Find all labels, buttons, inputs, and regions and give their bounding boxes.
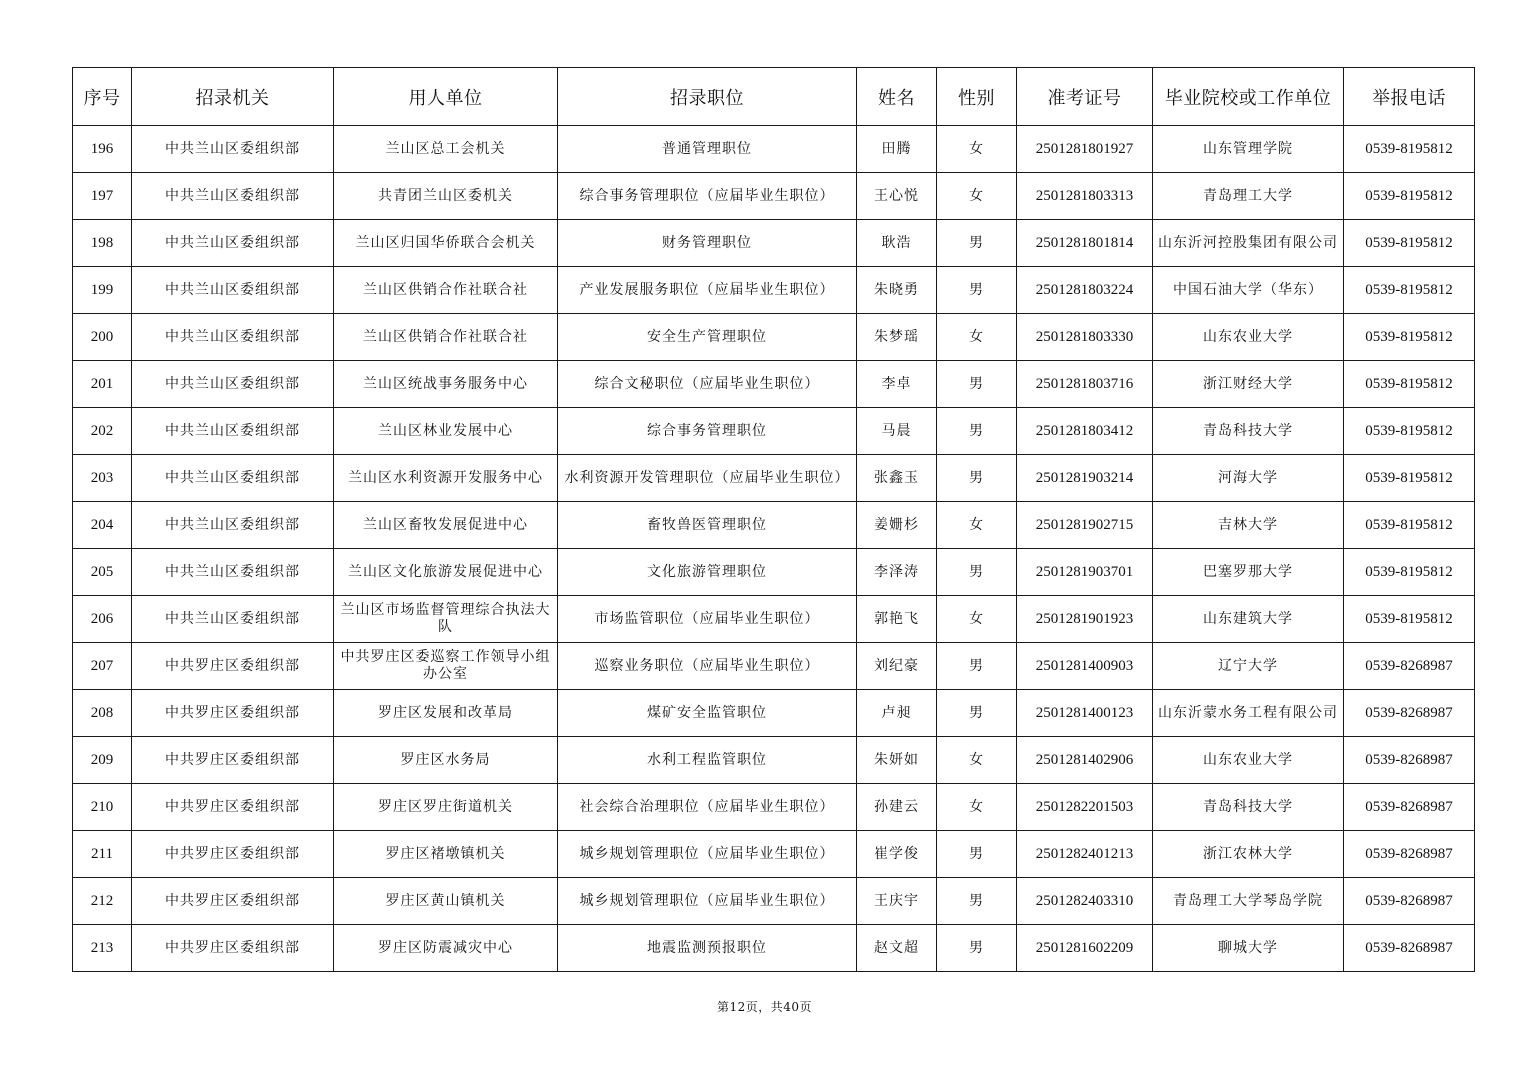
cell-employing-unit: 兰山区文化旅游发展促进中心	[334, 549, 558, 596]
cell-recruiting-agency: 中共罗庄区委组织部	[132, 831, 334, 878]
cell-serial-number: 213	[73, 925, 132, 972]
table-row	[73, 220, 1475, 267]
cell-employing-unit: 罗庄区褚墩镇机关	[334, 831, 558, 878]
cell-name: 李泽涛	[857, 549, 937, 596]
cell-serial-number: 210	[73, 784, 132, 831]
table-row	[73, 831, 1475, 878]
cell-position: 水利工程监管职位	[558, 737, 857, 784]
cell-school-or-employer: 山东农业大学	[1153, 737, 1344, 784]
cell-position: 巡察业务职位（应届毕业生职位）	[558, 643, 857, 690]
cell-exam-ticket-number: 2501281602209	[1017, 925, 1153, 972]
cell-exam-ticket-number: 2501281902715	[1017, 502, 1153, 549]
cell-position: 综合事务管理职位（应届毕业生职位）	[558, 173, 857, 220]
cell-school-or-employer: 浙江财经大学	[1153, 361, 1344, 408]
cell-recruiting-agency: 中共罗庄区委组织部	[132, 784, 334, 831]
column-header-exam-ticket-number: 准考证号	[1017, 68, 1153, 126]
column-header-gender: 性别	[937, 68, 1017, 126]
table-row	[73, 314, 1475, 361]
cell-school-or-employer: 河海大学	[1153, 455, 1344, 502]
cell-recruiting-agency: 中共兰山区委组织部	[132, 361, 334, 408]
cell-report-phone: 0539-8195812	[1344, 126, 1475, 173]
cell-gender: 男	[937, 267, 1017, 314]
cell-exam-ticket-number: 2501281901923	[1017, 596, 1153, 643]
cell-school-or-employer: 山东建筑大学	[1153, 596, 1344, 643]
cell-position: 安全生产管理职位	[558, 314, 857, 361]
cell-gender: 男	[937, 690, 1017, 737]
cell-gender: 男	[937, 361, 1017, 408]
cell-report-phone: 0539-8195812	[1344, 361, 1475, 408]
cell-employing-unit: 中共罗庄区委巡察工作领导小组办公室	[334, 643, 558, 690]
cell-name: 张鑫玉	[857, 455, 937, 502]
cell-gender: 女	[937, 173, 1017, 220]
cell-name: 卢昶	[857, 690, 937, 737]
cell-name: 王心悦	[857, 173, 937, 220]
cell-recruiting-agency: 中共兰山区委组织部	[132, 408, 334, 455]
cell-name: 郭艳飞	[857, 596, 937, 643]
cell-gender: 男	[937, 925, 1017, 972]
cell-position: 文化旅游管理职位	[558, 549, 857, 596]
table-row	[73, 126, 1475, 173]
page-footer: 第12页，共40页	[716, 1000, 813, 1014]
column-header-employing-unit: 用人单位	[334, 68, 558, 126]
cell-serial-number: 209	[73, 737, 132, 784]
cell-recruiting-agency: 中共罗庄区委组织部	[132, 925, 334, 972]
column-header-position: 招录职位	[558, 68, 857, 126]
results-table	[72, 67, 1475, 972]
cell-exam-ticket-number: 2501281903701	[1017, 549, 1153, 596]
table-body	[73, 126, 1475, 972]
cell-exam-ticket-number: 2501281400123	[1017, 690, 1153, 737]
cell-gender: 女	[937, 596, 1017, 643]
cell-exam-ticket-number: 2501281402906	[1017, 737, 1153, 784]
cell-gender: 女	[937, 784, 1017, 831]
cell-name: 朱晓勇	[857, 267, 937, 314]
cell-recruiting-agency: 中共罗庄区委组织部	[132, 878, 334, 925]
cell-exam-ticket-number: 2501282201503	[1017, 784, 1153, 831]
cell-employing-unit: 兰山区畜牧发展促进中心	[334, 502, 558, 549]
cell-recruiting-agency: 中共兰山区委组织部	[132, 314, 334, 361]
cell-school-or-employer: 山东农业大学	[1153, 314, 1344, 361]
cell-gender: 女	[937, 126, 1017, 173]
cell-name: 赵文超	[857, 925, 937, 972]
cell-report-phone: 0539-8195812	[1344, 220, 1475, 267]
cell-exam-ticket-number: 2501281801927	[1017, 126, 1153, 173]
cell-employing-unit: 兰山区归国华侨联合会机关	[334, 220, 558, 267]
cell-recruiting-agency: 中共兰山区委组织部	[132, 173, 334, 220]
cell-school-or-employer: 青岛科技大学	[1153, 784, 1344, 831]
cell-school-or-employer: 中国石油大学（华东）	[1153, 267, 1344, 314]
cell-report-phone: 0539-8268987	[1344, 784, 1475, 831]
cell-employing-unit: 罗庄区防震减灾中心	[334, 925, 558, 972]
cell-position: 地震监测预报职位	[558, 925, 857, 972]
cell-school-or-employer: 青岛理工大学	[1153, 173, 1344, 220]
cell-exam-ticket-number: 2501281803330	[1017, 314, 1153, 361]
cell-gender: 女	[937, 737, 1017, 784]
cell-employing-unit: 罗庄区发展和改革局	[334, 690, 558, 737]
cell-serial-number: 197	[73, 173, 132, 220]
cell-serial-number: 196	[73, 126, 132, 173]
cell-recruiting-agency: 中共罗庄区委组织部	[132, 737, 334, 784]
cell-employing-unit: 罗庄区罗庄街道机关	[334, 784, 558, 831]
table-row	[73, 502, 1475, 549]
cell-position: 产业发展服务职位（应届毕业生职位）	[558, 267, 857, 314]
cell-recruiting-agency: 中共罗庄区委组织部	[132, 690, 334, 737]
table-row	[73, 596, 1475, 643]
cell-employing-unit: 兰山区供销合作社联合社	[334, 314, 558, 361]
cell-serial-number: 198	[73, 220, 132, 267]
cell-recruiting-agency: 中共罗庄区委组织部	[132, 643, 334, 690]
cell-exam-ticket-number: 2501281903214	[1017, 455, 1153, 502]
cell-report-phone: 0539-8268987	[1344, 643, 1475, 690]
cell-recruiting-agency: 中共兰山区委组织部	[132, 549, 334, 596]
cell-school-or-employer: 青岛科技大学	[1153, 408, 1344, 455]
cell-exam-ticket-number: 2501281803716	[1017, 361, 1153, 408]
table-row	[73, 267, 1475, 314]
table-row	[73, 173, 1475, 220]
cell-serial-number: 204	[73, 502, 132, 549]
cell-serial-number: 200	[73, 314, 132, 361]
cell-name: 朱梦瑶	[857, 314, 937, 361]
cell-employing-unit: 罗庄区水务局	[334, 737, 558, 784]
cell-employing-unit: 兰山区总工会机关	[334, 126, 558, 173]
cell-school-or-employer: 山东沂蒙水务工程有限公司	[1153, 690, 1344, 737]
cell-name: 崔学俊	[857, 831, 937, 878]
cell-recruiting-agency: 中共兰山区委组织部	[132, 455, 334, 502]
cell-employing-unit: 兰山区林业发展中心	[334, 408, 558, 455]
column-header-recruiting-agency: 招录机关	[132, 68, 334, 126]
cell-employing-unit: 兰山区水利资源开发服务中心	[334, 455, 558, 502]
cell-gender: 男	[937, 455, 1017, 502]
cell-name: 马晨	[857, 408, 937, 455]
cell-report-phone: 0539-8195812	[1344, 408, 1475, 455]
cell-position: 综合文秘职位（应届毕业生职位）	[558, 361, 857, 408]
cell-position: 财务管理职位	[558, 220, 857, 267]
cell-name: 王庆宇	[857, 878, 937, 925]
cell-report-phone: 0539-8195812	[1344, 314, 1475, 361]
cell-name: 李卓	[857, 361, 937, 408]
cell-report-phone: 0539-8268987	[1344, 831, 1475, 878]
cell-gender: 男	[937, 643, 1017, 690]
cell-gender: 男	[937, 220, 1017, 267]
cell-school-or-employer: 山东管理学院	[1153, 126, 1344, 173]
cell-recruiting-agency: 中共兰山区委组织部	[132, 220, 334, 267]
cell-employing-unit: 罗庄区黄山镇机关	[334, 878, 558, 925]
cell-position: 普通管理职位	[558, 126, 857, 173]
table-row	[73, 784, 1475, 831]
cell-report-phone: 0539-8195812	[1344, 596, 1475, 643]
cell-serial-number: 201	[73, 361, 132, 408]
table-row	[73, 737, 1475, 784]
cell-gender: 女	[937, 314, 1017, 361]
cell-report-phone: 0539-8195812	[1344, 502, 1475, 549]
cell-school-or-employer: 青岛理工大学琴岛学院	[1153, 878, 1344, 925]
cell-employing-unit: 共青团兰山区委机关	[334, 173, 558, 220]
cell-school-or-employer: 浙江农林大学	[1153, 831, 1344, 878]
column-header-report-phone: 举报电话	[1344, 68, 1475, 126]
table-row	[73, 408, 1475, 455]
cell-school-or-employer: 吉林大学	[1153, 502, 1344, 549]
table-row	[73, 549, 1475, 596]
cell-serial-number: 199	[73, 267, 132, 314]
cell-school-or-employer: 巴塞罗那大学	[1153, 549, 1344, 596]
cell-report-phone: 0539-8268987	[1344, 737, 1475, 784]
table-row	[73, 361, 1475, 408]
cell-report-phone: 0539-8195812	[1344, 267, 1475, 314]
cell-exam-ticket-number: 2501281803224	[1017, 267, 1153, 314]
cell-name: 耿浩	[857, 220, 937, 267]
cell-position: 综合事务管理职位	[558, 408, 857, 455]
cell-position: 市场监管职位（应届毕业生职位）	[558, 596, 857, 643]
table-row	[73, 455, 1475, 502]
cell-position: 畜牧兽医管理职位	[558, 502, 857, 549]
cell-school-or-employer: 聊城大学	[1153, 925, 1344, 972]
cell-school-or-employer: 辽宁大学	[1153, 643, 1344, 690]
column-header-name: 姓名	[857, 68, 937, 126]
table-header-row	[73, 68, 1475, 126]
cell-exam-ticket-number: 2501282401213	[1017, 831, 1153, 878]
cell-serial-number: 202	[73, 408, 132, 455]
cell-school-or-employer: 山东沂河控股集团有限公司	[1153, 220, 1344, 267]
cell-recruiting-agency: 中共兰山区委组织部	[132, 267, 334, 314]
column-header-school-or-employer: 毕业院校或工作单位	[1153, 68, 1344, 126]
cell-recruiting-agency: 中共兰山区委组织部	[132, 126, 334, 173]
column-header-serial-number: 序号	[73, 68, 132, 126]
cell-report-phone: 0539-8268987	[1344, 925, 1475, 972]
cell-position: 城乡规划管理职位（应届毕业生职位）	[558, 878, 857, 925]
cell-serial-number: 203	[73, 455, 132, 502]
cell-position: 社会综合治理职位（应届毕业生职位）	[558, 784, 857, 831]
cell-report-phone: 0539-8268987	[1344, 878, 1475, 925]
cell-position: 水利资源开发管理职位（应届毕业生职位）	[558, 455, 857, 502]
document-page	[72, 67, 1474, 972]
cell-report-phone: 0539-8195812	[1344, 455, 1475, 502]
cell-name: 田腾	[857, 126, 937, 173]
cell-exam-ticket-number: 2501281400903	[1017, 643, 1153, 690]
cell-report-phone: 0539-8268987	[1344, 690, 1475, 737]
cell-position: 煤矿安全监管职位	[558, 690, 857, 737]
cell-recruiting-agency: 中共兰山区委组织部	[132, 502, 334, 549]
cell-recruiting-agency: 中共兰山区委组织部	[132, 596, 334, 643]
table-row	[73, 643, 1475, 690]
cell-serial-number: 212	[73, 878, 132, 925]
cell-gender: 男	[937, 408, 1017, 455]
cell-employing-unit: 兰山区供销合作社联合社	[334, 267, 558, 314]
cell-report-phone: 0539-8195812	[1344, 173, 1475, 220]
cell-employing-unit: 兰山区市场监督管理综合执法大队	[334, 596, 558, 643]
cell-gender: 男	[937, 549, 1017, 596]
cell-serial-number: 207	[73, 643, 132, 690]
cell-serial-number: 211	[73, 831, 132, 878]
cell-position: 城乡规划管理职位（应届毕业生职位）	[558, 831, 857, 878]
cell-exam-ticket-number: 2501281801814	[1017, 220, 1153, 267]
table-row	[73, 690, 1475, 737]
cell-name: 姜姗杉	[857, 502, 937, 549]
cell-name: 刘纪豪	[857, 643, 937, 690]
cell-report-phone: 0539-8195812	[1344, 549, 1475, 596]
cell-exam-ticket-number: 2501282403310	[1017, 878, 1153, 925]
cell-gender: 女	[937, 502, 1017, 549]
cell-serial-number: 208	[73, 690, 132, 737]
cell-exam-ticket-number: 2501281803412	[1017, 408, 1153, 455]
table-row	[73, 878, 1475, 925]
cell-employing-unit: 兰山区统战事务服务中心	[334, 361, 558, 408]
cell-exam-ticket-number: 2501281803313	[1017, 173, 1153, 220]
cell-name: 孙建云	[857, 784, 937, 831]
cell-gender: 男	[937, 831, 1017, 878]
cell-gender: 男	[937, 878, 1017, 925]
cell-serial-number: 205	[73, 549, 132, 596]
table-row	[73, 925, 1475, 972]
cell-serial-number: 206	[73, 596, 132, 643]
cell-name: 朱妍如	[857, 737, 937, 784]
